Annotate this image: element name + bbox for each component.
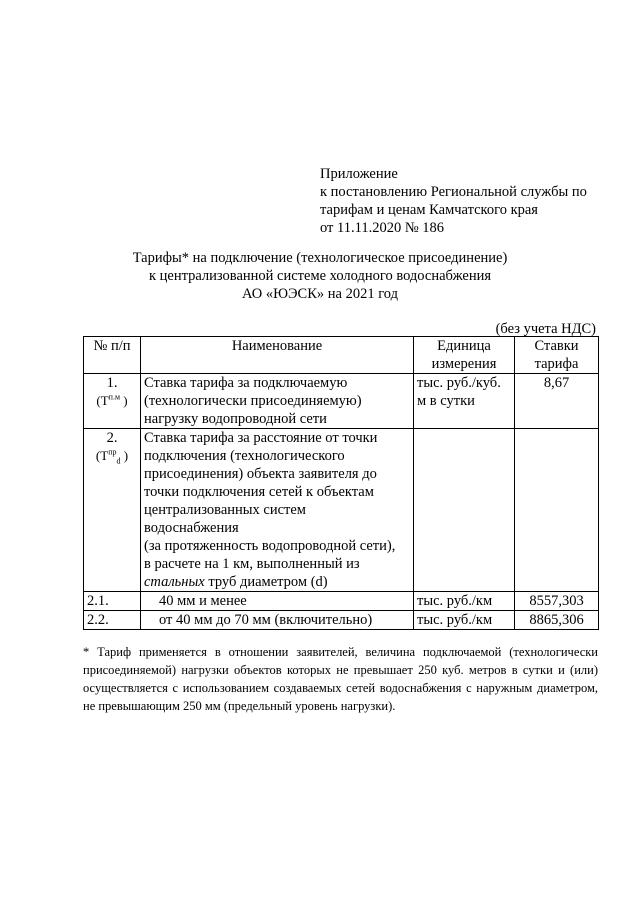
row-rate: 8,67	[515, 374, 599, 429]
table-row	[84, 611, 599, 630]
vat-note: (без учета НДС)	[495, 321, 596, 337]
footnote: * Тариф применяется в отношении заявителей, величина подключаемой (технологически присоединяемой) нагрузки объектов которых не превышает 250 куб. метров в сутки и (или) осуществляется с использованием создаваемых сетей водоснабжения с наружным диаметром, не превышающим 250 мм (предельный уровень нагрузки).	[83, 645, 598, 713]
header-num: № п/п	[84, 337, 141, 374]
row-number: 1. ($T^{п.м}$ )	[84, 374, 141, 429]
row-rate: 8865,306	[515, 611, 599, 630]
header-name: Наименование	[141, 337, 414, 374]
row-unit	[414, 429, 515, 592]
header-unit: Единица измерения	[414, 337, 515, 374]
row-rate	[515, 429, 599, 592]
table-row	[84, 429, 599, 592]
row-name: Ставка тарифа за подключаемую (технологически присоединяемую) нагрузку водопроводной сети	[141, 374, 414, 429]
row-name: Ставка тарифа за расстояние от точки подключения (технологического присоединения) объекта заявителя до точки подключения сетей к объектам централизованных систем водоснабжения (за протяженность водопроводной сети), в расчете на 1 км, выполненный из стальных труб диаметром (d)	[141, 429, 414, 592]
title-line: Тарифы* на подключение (технологическое присоединение)	[132, 250, 508, 266]
table-row	[84, 374, 599, 429]
table-header-row	[84, 337, 599, 374]
row-name: 40 мм и менее	[141, 592, 414, 611]
row-name: от 40 мм до 70 мм (включительно)	[141, 611, 414, 630]
tariff-table	[83, 336, 599, 630]
appendix-line: к постановлению Региональной службы по	[320, 184, 587, 200]
appendix-line: от 11.11.2020 № 186	[320, 220, 445, 236]
row-unit: тыс. руб./куб. м в сутки	[414, 374, 515, 429]
row-number: 2. ($T^{пр}_d$ )	[84, 429, 141, 592]
title-line: к централизованной системе холодного водоснабжения	[148, 268, 492, 284]
row-number: 2.2.	[84, 611, 141, 630]
header-rate: Ставки тарифа	[515, 337, 599, 374]
document-title	[70, 249, 570, 303]
row-number: 2.1.	[84, 592, 141, 611]
table-row	[84, 592, 599, 611]
appendix-block	[320, 165, 620, 237]
appendix-line: тарифам и ценам Камчатского края	[320, 202, 538, 218]
row-unit: тыс. руб./км	[414, 611, 515, 630]
title-line: АО «ЮЭСК» на 2021 год	[241, 286, 399, 302]
tariff-symbol: ($T^{п.м}$ )	[96, 392, 128, 408]
row-unit: тыс. руб./км	[414, 592, 515, 611]
tariff-symbol: ($T^{пр}_d$ )	[95, 447, 129, 466]
row-rate: 8557,303	[515, 592, 599, 611]
appendix-line: Приложение	[320, 166, 398, 182]
